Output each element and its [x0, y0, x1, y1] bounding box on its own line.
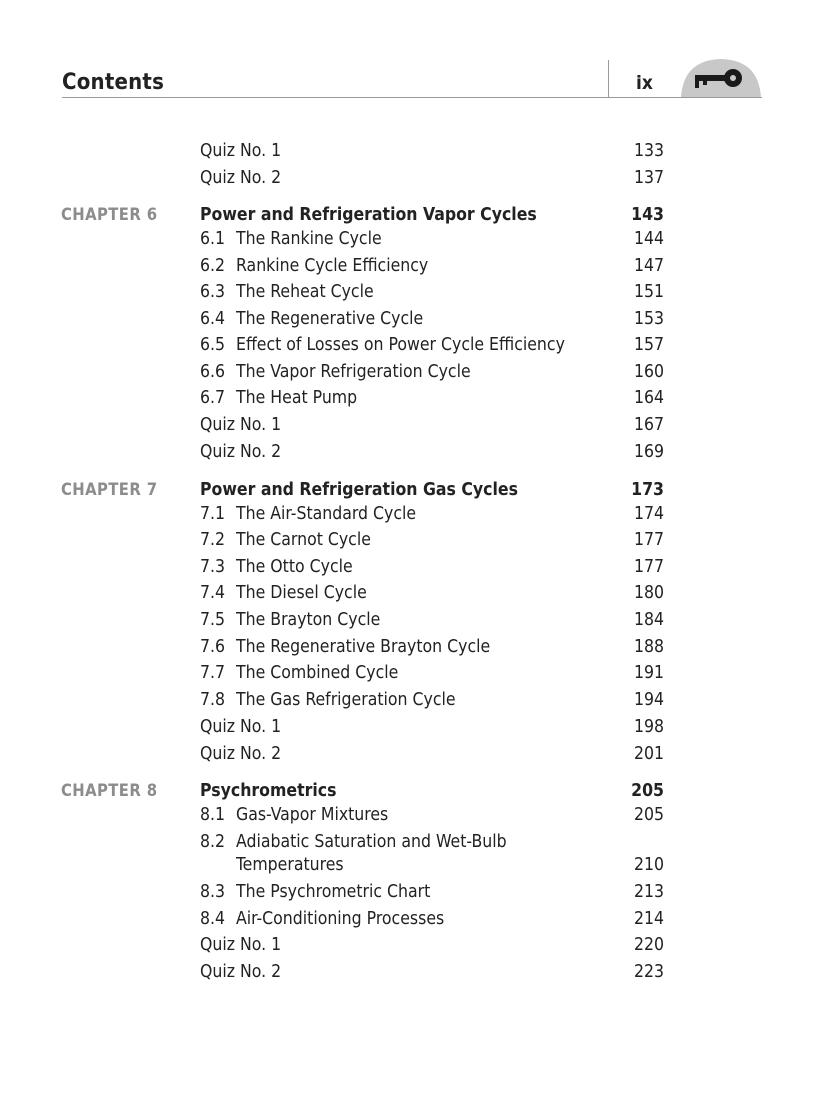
- entry-page-number: 169: [633, 442, 664, 462]
- key-icon: [681, 58, 761, 98]
- entry-title: The Otto Cycle: [236, 557, 353, 577]
- entry-title: The Gas Refrigeration Cycle: [236, 690, 456, 710]
- toc-entry: [0, 253, 820, 279]
- toc-entry: [0, 527, 820, 553]
- toc-entry: [0, 852, 820, 878]
- section-number: 7.5: [200, 610, 226, 630]
- entry-title: Power and Refrigeration Vapor Cycles: [200, 205, 537, 225]
- entry-page-number: 147: [633, 256, 664, 276]
- entry-title: Effect of Losses on Power Cycle Efficiency: [236, 335, 565, 355]
- page-title: Contents: [62, 70, 165, 95]
- entry-page-number: 177: [633, 530, 664, 550]
- entry-page-number: 201: [633, 744, 664, 764]
- entry-page-number: 143: [631, 205, 664, 225]
- entry-title: Quiz No. 2: [200, 168, 282, 188]
- entry-page-number: 214: [633, 909, 664, 929]
- section-number: 8.1: [200, 805, 226, 825]
- entry-page-number: 174: [633, 504, 664, 524]
- entry-page-number: 153: [633, 309, 664, 329]
- entry-title: Power and Refrigeration Gas Cycles: [200, 480, 518, 500]
- entry-page-number: 133: [633, 141, 664, 161]
- entry-title: Temperatures: [236, 855, 344, 875]
- section-number: 6.1: [200, 229, 226, 249]
- entry-title: Adiabatic Saturation and Wet-Bulb: [236, 832, 507, 852]
- header-divider: [608, 60, 609, 98]
- entry-page-number: 177: [633, 557, 664, 577]
- section-number: 8.3: [200, 882, 226, 902]
- chapter-label: CHAPTER 6: [61, 205, 158, 224]
- toc-entry: [0, 741, 820, 767]
- section-number: 6.7: [200, 388, 226, 408]
- toc-entry: [0, 607, 820, 633]
- section-number: 6.4: [200, 309, 226, 329]
- toc-entry: [0, 687, 820, 713]
- section-number: 6.6: [200, 362, 226, 382]
- entry-page-number: 157: [633, 335, 664, 355]
- section-number: 6.2: [200, 256, 226, 276]
- entry-page-number: 180: [633, 583, 664, 603]
- toc-entry: [0, 412, 820, 438]
- entry-title: The Regenerative Brayton Cycle: [236, 637, 491, 657]
- section-number: 7.7: [200, 663, 226, 683]
- entry-page-number: 144: [633, 229, 664, 249]
- entry-page-number: 223: [633, 962, 664, 982]
- entry-page-number: 167: [633, 415, 664, 435]
- toc-entry: [0, 359, 820, 385]
- toc-entry: [0, 501, 820, 527]
- chapter-row: [0, 778, 820, 804]
- toc-entry: [0, 906, 820, 932]
- toc-entry: [0, 226, 820, 252]
- page-number: ix: [636, 72, 653, 94]
- entry-page-number: 137: [633, 168, 664, 188]
- toc-entry: [0, 879, 820, 905]
- entry-title: The Reheat Cycle: [236, 282, 374, 302]
- entry-page-number: 173: [631, 480, 664, 500]
- toc-entry: [0, 714, 820, 740]
- entry-title: Rankine Cycle Efficiency: [236, 256, 429, 276]
- section-number: 8.4: [200, 909, 226, 929]
- section-number: 7.2: [200, 530, 226, 550]
- entry-page-number: 194: [633, 690, 664, 710]
- entry-title: The Heat Pump: [236, 388, 358, 408]
- entry-title: The Carnot Cycle: [236, 530, 371, 550]
- toc-entry: [0, 439, 820, 465]
- toc-entry: [0, 554, 820, 580]
- entry-title: Air-Conditioning Processes: [236, 909, 445, 929]
- entry-title: Gas-Vapor Mixtures: [236, 805, 389, 825]
- toc-entry: [0, 959, 820, 985]
- entry-page-number: 205: [633, 805, 664, 825]
- section-number: 7.6: [200, 637, 226, 657]
- entry-title: The Regenerative Cycle: [236, 309, 424, 329]
- entry-title: Psychrometrics: [200, 781, 337, 801]
- section-number: 7.1: [200, 504, 226, 524]
- entry-page-number: 164: [633, 388, 664, 408]
- entry-page-number: 213: [633, 882, 664, 902]
- toc-entry: [0, 165, 820, 191]
- toc-entry: [0, 634, 820, 660]
- entry-title: The Psychrometric Chart: [236, 882, 431, 902]
- entry-title: The Combined Cycle: [236, 663, 399, 683]
- chapter-row: [0, 202, 820, 228]
- toc-entry: [0, 580, 820, 606]
- chapter-row: [0, 477, 820, 503]
- entry-title: Quiz No. 1: [200, 935, 282, 955]
- entry-page-number: 151: [633, 282, 664, 302]
- chapter-label: CHAPTER 8: [61, 781, 158, 800]
- entry-page-number: 188: [633, 637, 664, 657]
- section-number: 6.5: [200, 335, 226, 355]
- entry-page-number: 160: [633, 362, 664, 382]
- header-rule: [62, 97, 762, 98]
- section-number: 7.4: [200, 583, 226, 603]
- section-number: 7.8: [200, 690, 226, 710]
- toc-entry: [0, 660, 820, 686]
- entry-page-number: 205: [631, 781, 664, 801]
- entry-page-number: 210: [633, 855, 664, 875]
- entry-title: Quiz No. 2: [200, 962, 282, 982]
- entry-title: The Brayton Cycle: [236, 610, 381, 630]
- entry-page-number: 220: [633, 935, 664, 955]
- entry-page-number: 184: [633, 610, 664, 630]
- entry-title: Quiz No. 2: [200, 744, 282, 764]
- entry-title: The Air-Standard Cycle: [236, 504, 417, 524]
- toc-entry: [0, 802, 820, 828]
- entry-title: The Rankine Cycle: [236, 229, 382, 249]
- section-number: 7.3: [200, 557, 226, 577]
- section-number: 8.2: [200, 832, 226, 852]
- entry-page-number: 198: [633, 717, 664, 737]
- toc-entry: [0, 138, 820, 164]
- toc-entry: [0, 932, 820, 958]
- entry-title: Quiz No. 2: [200, 442, 282, 462]
- entry-title: The Vapor Refrigeration Cycle: [236, 362, 471, 382]
- chapter-label: CHAPTER 7: [61, 480, 158, 499]
- section-number: 6.3: [200, 282, 226, 302]
- entry-title: Quiz No. 1: [200, 141, 282, 161]
- entry-page-number: 191: [633, 663, 664, 683]
- entry-title: Quiz No. 1: [200, 415, 282, 435]
- toc-entry: [0, 306, 820, 332]
- toc-entry: [0, 279, 820, 305]
- entry-title: Quiz No. 1: [200, 717, 282, 737]
- toc-entry: [0, 385, 820, 411]
- toc-entry: [0, 332, 820, 358]
- entry-title: The Diesel Cycle: [236, 583, 367, 603]
